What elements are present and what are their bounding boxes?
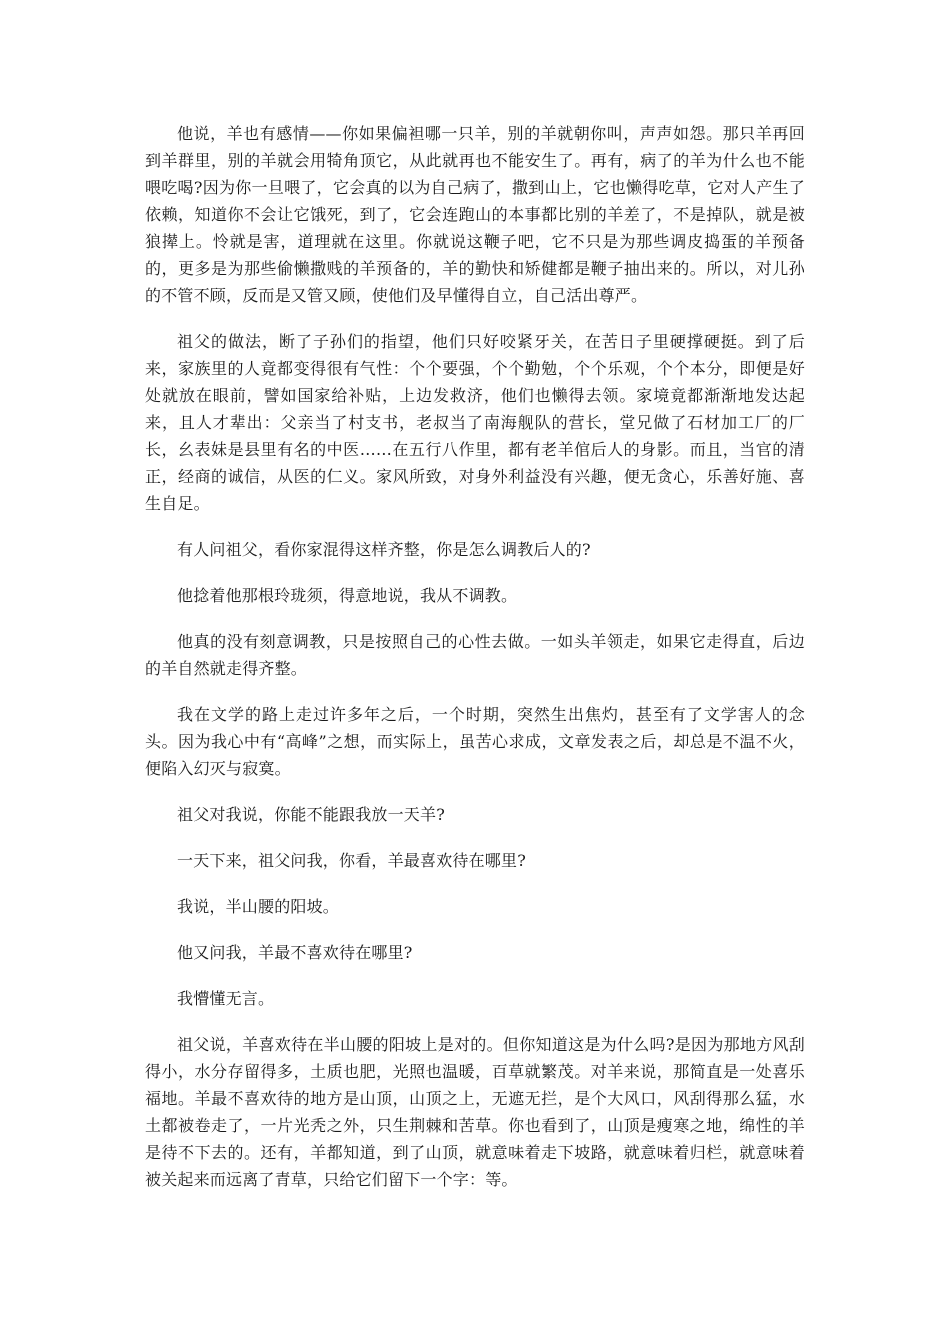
paragraph-1: 他说，羊也有感情——你如果偏袒哪一只羊，别的羊就朝你叫，声声如怨。那只羊再回到羊群里，别的羊就会用犄角顶它，从此就再也不能安生了。再有，病了的羊为什么也不能喂吃喝?因为你一旦喂了，它会真的以为自己病了，撒到山上，它也懒得吃草，它对人产生了依赖，知道你不会让它饿死，到了，它会连跑山的本事都比别的羊差了，不是掉队，就是被狼撵上。怜就是害，道理就在这里。你就说这鞭子吧，它不只是为那些调皮捣蛋的羊预备的，更多是为那些偷懒撒贱的羊预备的，羊的勤快和矫健都是鞭子抽出来的。所以，对儿孙的不管不顾，反而是又管又顾，使他们及早懂得自立，自己活出尊严。: [145, 124, 805, 305]
document-body: [145, 120, 805, 1212]
paragraph-5: 他真的没有刻意调教，只是按照自己的心性去做。一如头羊领走，如果它走得直，后边的羊自然就走得齐整。: [145, 632, 805, 678]
paragraph-11: 我懵懂无言。: [177, 989, 275, 1008]
paragraph-8: 一天下来，祖父问我，你看，羊最喜欢待在哪里?: [177, 851, 526, 870]
paragraph-4: 他捻着他那根玲珑须，得意地说，我从不调教。: [177, 586, 518, 605]
paragraph-2: 祖父的做法，断了子孙们的指望，他们只好咬紧牙关，在苦日子里硬撑硬挺。到了后来，家族里的人竟都变得很有气性：个个要强，个个勤勉，个个乐观，个个本分，即便是好处就放在眼前，譬如国家给补贴，上边发救济，他们也懒得去领。家境竟都渐渐地发达起来，且人才辈出：父亲当了村支书，老叔当了南海舰队的营长，堂兄做了石材加工厂的厂长，幺表妹是县里有名的中医……在五行八作里，都有老羊倌后人的身影。而且，当官的清正，经商的诚信，从医的仁义。家风所致，对身外利益没有兴趣，便无贪心，乐善好施、喜生自足。: [145, 332, 805, 513]
paragraph-12: 祖父说，羊喜欢待在半山腰的阳坡上是对的。但你知道这是为什么吗?是因为那地方风刮得小，水分存留得多，土质也肥，光照也温暖，百草就繁茂。对羊来说，那简直是一处喜乐福地。羊最不喜欢待的地方是山顶，山顶之上，无遮无拦，是个大风口，风刮得那么猛，水土都被卷走了，一片光秃之外，只生荆棘和苦草。你也看到了，山顶是瘦寒之地，绵性的羊是待不下去的。还有，羊都知道，到了山顶，就意味着走下坡路，就意味着归栏，就意味着被关起来而远离了青草，只给它们留下一个字：等。: [145, 1035, 805, 1189]
paragraph-7: 祖父对我说，你能不能跟我放一天羊?: [177, 805, 445, 824]
paragraph-6: 我在文学的路上走过许多年之后，一个时期，突然生出焦灼，甚至有了文学害人的念头。因为我心中有“高峰”之想，而实际上，虽苦心求成，文章发表之后，却总是不温不火，便陷入幻灭与寂寞。: [145, 705, 805, 778]
paragraph-9: 我说，半山腰的阳坡。: [177, 897, 340, 916]
paragraph-10: 他又问我，羊最不喜欢待在哪里?: [177, 943, 413, 962]
paragraph-3: 有人问祖父，看你家混得这样齐整，你是怎么调教后人的?: [177, 540, 591, 559]
